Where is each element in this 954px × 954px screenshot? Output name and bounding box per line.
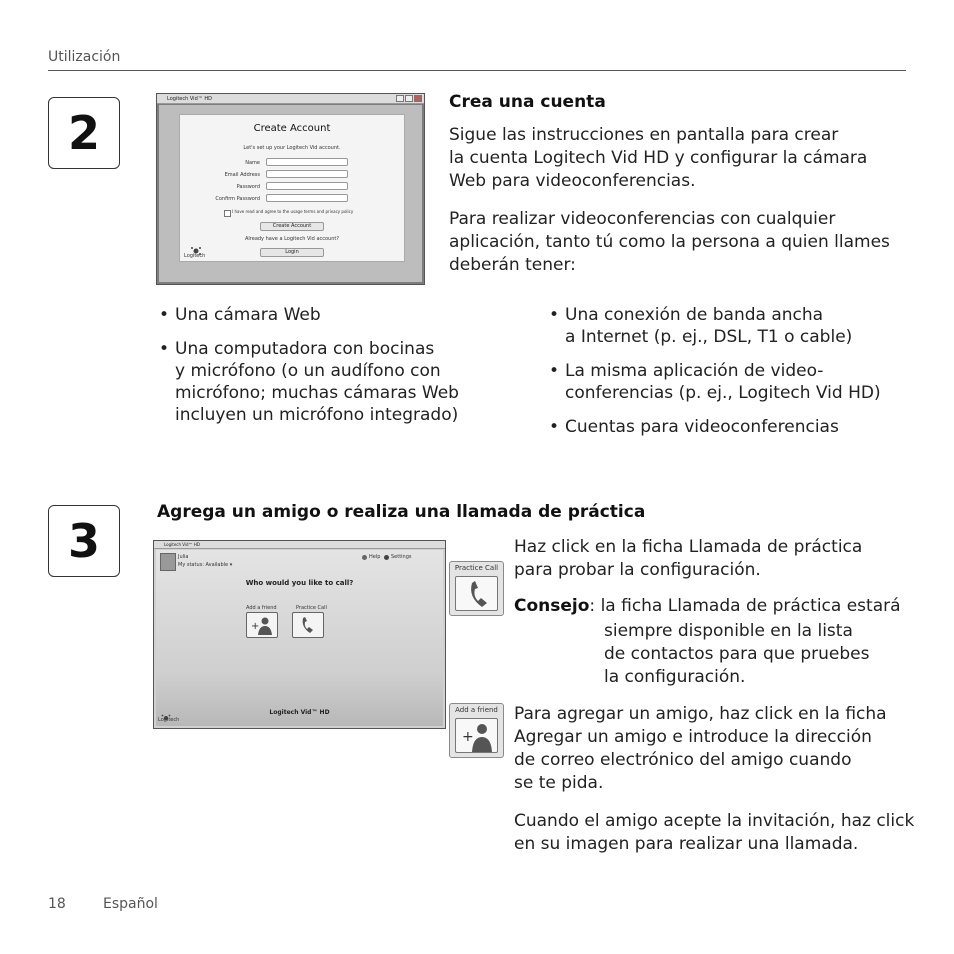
already-have-account-text: Already have a Logitech Vid account? bbox=[244, 236, 340, 242]
add-friend-tile-large[interactable] bbox=[449, 703, 504, 758]
text-line: la ficha Llamada de práctica estará bbox=[600, 596, 901, 616]
add-friend-text bbox=[514, 703, 887, 795]
close-icon bbox=[414, 95, 422, 102]
add-friend-label: Add a friend bbox=[246, 605, 277, 611]
window-title: Logitech Vid™ HD bbox=[167, 96, 212, 102]
window-title: Logitech Vid™ HD bbox=[164, 542, 200, 547]
name-field[interactable] bbox=[266, 158, 348, 166]
practice-call-tile[interactable] bbox=[292, 612, 324, 638]
logitech-brand-text: Logitech bbox=[184, 253, 206, 259]
text-line: Agregar un amigo e introduce la dirección bbox=[514, 727, 872, 747]
confirm-password-label: Confirm Password bbox=[215, 196, 260, 202]
step-2-heading: Crea una cuenta bbox=[449, 92, 606, 112]
svg-text:+: + bbox=[462, 729, 474, 745]
create-account-screenshot bbox=[156, 93, 425, 285]
text-line: la cuenta Logitech Vid HD y configurar la cámara bbox=[449, 148, 868, 168]
svg-text:+: + bbox=[251, 621, 260, 632]
settings-link[interactable]: Settings bbox=[391, 554, 412, 560]
text-line: en su imagen para realizar una llamada. bbox=[514, 834, 859, 854]
agree-text: I have read and agree to the usage terms and privacy policy bbox=[232, 209, 354, 214]
text-line: incluyen un micrófono integrado) bbox=[175, 405, 459, 425]
logitech-logo-icon bbox=[190, 241, 202, 251]
list-item bbox=[547, 360, 907, 404]
text-line: micrófono; muchas cámaras Web bbox=[175, 383, 459, 403]
text-line: la configuración. bbox=[604, 667, 746, 687]
call-question: Who would you like to call? bbox=[245, 579, 354, 587]
step-3-number: 3 bbox=[48, 505, 120, 577]
maximize-icon bbox=[405, 95, 413, 102]
add-friend-tile[interactable] bbox=[246, 612, 278, 638]
text-line: • Una conexión de banda ancha bbox=[565, 305, 824, 325]
user-name: Julia bbox=[178, 554, 189, 560]
window-titlebar bbox=[154, 541, 445, 549]
text-line: Web para videoconferencias. bbox=[449, 171, 696, 191]
confirm-password-field[interactable] bbox=[266, 194, 348, 202]
text-line: Sigue las instrucciones en pantalla para crear bbox=[449, 125, 839, 145]
text-line: • Una cámara Web bbox=[175, 305, 321, 325]
text-line: para probar la configuración. bbox=[514, 560, 761, 580]
text-line: Cuando el amigo acepte la invitación, haz click bbox=[514, 811, 915, 831]
text-line: y micrófono (o un audífono con bbox=[175, 361, 441, 381]
header-divider bbox=[48, 70, 906, 71]
text-line: a Internet (p. ej., DSL, T1 o cable) bbox=[565, 327, 853, 347]
practice-call-text bbox=[514, 536, 862, 582]
step-2-intro bbox=[449, 124, 867, 193]
tip-block bbox=[514, 595, 901, 618]
text-line: • La misma aplicación de video- bbox=[565, 361, 824, 381]
text-line: siempre disponible en la lista bbox=[604, 621, 853, 641]
step-3-heading: Agrega un amigo o realiza una llamada de práctica bbox=[157, 502, 646, 522]
create-account-button[interactable]: Create Account bbox=[260, 222, 324, 231]
language-label: Español bbox=[103, 896, 158, 912]
email-label: Email Address bbox=[224, 172, 260, 178]
practice-call-label: Practice Call bbox=[296, 605, 327, 611]
tip-colon: : bbox=[589, 596, 601, 616]
password-field[interactable] bbox=[266, 182, 348, 190]
create-account-title: Create Account bbox=[253, 123, 331, 134]
text-line: aplicación, tanto tú como la persona a quien llames bbox=[449, 232, 890, 252]
requirements-list-left bbox=[157, 304, 497, 438]
text-line: • Cuentas para videoconferencias bbox=[565, 417, 839, 437]
text-line: deberán tener: bbox=[449, 255, 576, 275]
add-user-icon bbox=[455, 718, 498, 753]
step-2-number: 2 bbox=[48, 97, 120, 169]
text-line: • Una computadora con bocinas bbox=[175, 339, 435, 359]
requirements-list-right bbox=[547, 304, 907, 450]
app-footer-title: Logitech Vid™ HD bbox=[269, 709, 330, 716]
list-item bbox=[157, 304, 497, 326]
text-line: de contactos para que pruebes bbox=[604, 644, 870, 664]
text-line: Para agregar un amigo, haz click en la ficha bbox=[514, 704, 887, 724]
tip-continuation bbox=[604, 620, 870, 689]
create-account-subtitle: Let's set up your Logitech Vid account. bbox=[243, 145, 341, 151]
password-label: Password bbox=[236, 184, 260, 190]
practice-call-tile-label: Practice Call bbox=[454, 564, 499, 572]
list-item bbox=[157, 338, 497, 426]
call-screen-screenshot bbox=[153, 540, 446, 729]
gear-icon bbox=[384, 555, 389, 560]
avatar[interactable] bbox=[160, 553, 176, 571]
list-item bbox=[547, 304, 907, 348]
email-field[interactable] bbox=[266, 170, 348, 178]
text-line: de correo electrónico del amigo cuando bbox=[514, 750, 852, 770]
user-status[interactable]: My status: Available ▾ bbox=[178, 562, 233, 568]
help-link[interactable]: Help bbox=[369, 554, 381, 560]
window-titlebar bbox=[157, 94, 424, 104]
text-line: se te pida. bbox=[514, 773, 604, 793]
login-button[interactable]: Login bbox=[260, 248, 324, 257]
minimize-icon bbox=[396, 95, 404, 102]
logitech-brand-text: Logitech bbox=[158, 717, 180, 723]
list-item bbox=[547, 416, 907, 438]
text-line: Para realizar videoconferencias con cualquier bbox=[449, 209, 836, 229]
text-line: conferencias (p. ej., Logitech Vid HD) bbox=[565, 383, 881, 403]
help-icon bbox=[362, 555, 367, 560]
tip-label: Consejo bbox=[514, 596, 590, 616]
final-text bbox=[514, 810, 914, 856]
agree-checkbox[interactable] bbox=[224, 210, 231, 217]
section-label: Utilización bbox=[48, 49, 121, 65]
step-2-requirements-intro bbox=[449, 208, 890, 277]
practice-call-tile-large[interactable] bbox=[449, 561, 504, 616]
name-label: Name bbox=[245, 160, 260, 166]
add-friend-tile-label: Add a friend bbox=[455, 706, 498, 714]
page-number: 18 bbox=[48, 896, 66, 912]
text-line: Haz click en la ficha Llamada de práctica bbox=[514, 537, 863, 557]
logitech-logo-icon bbox=[161, 707, 171, 715]
phone-icon bbox=[455, 576, 498, 611]
